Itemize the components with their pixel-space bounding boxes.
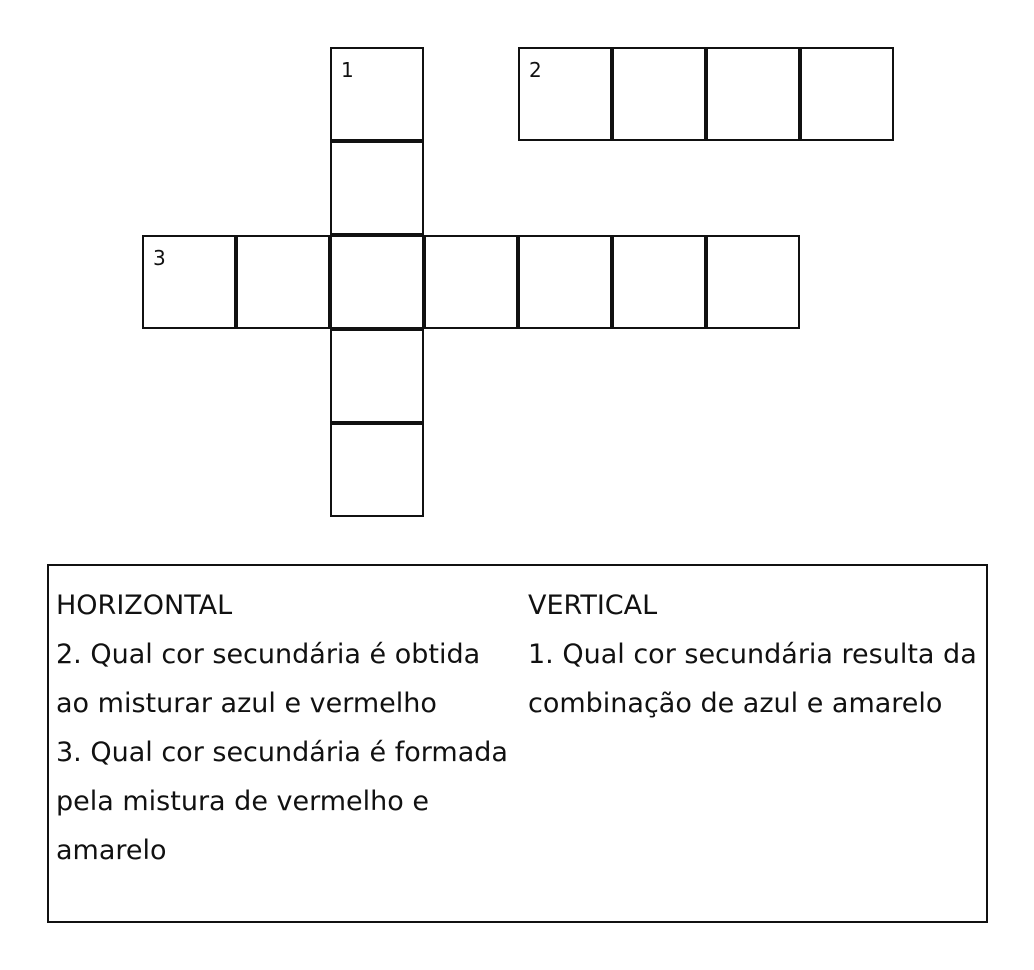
clues-box [47,564,988,923]
vertical-clue-line: 1. Qual cor secundária resulta da [528,639,977,670]
crossword-cell[interactable] [330,235,424,329]
horizontal-clue-line: ao misturar azul e vermelho [56,688,437,719]
clue-number: 3 [153,246,166,270]
vertical-title: VERTICAL [528,590,658,621]
crossword-cell[interactable] [424,235,518,329]
crossword-cell[interactable] [800,47,894,141]
vertical-clue-line: combinação de azul e amarelo [528,688,943,719]
clue-number: 1 [341,58,354,82]
horizontal-clue-line: 3. Qual cor secundária é formada [56,737,508,768]
horizontal-clue-line: 2. Qual cor secundária é obtida [56,639,481,670]
vertical-clues [528,581,983,728]
crossword-cell[interactable] [706,235,800,329]
crossword-cell[interactable] [518,235,612,329]
horizontal-clue-line: pela mistura de vermelho e [56,786,429,817]
crossword-cell[interactable] [330,423,424,517]
crossword-cell[interactable] [330,141,424,235]
crossword-cell[interactable] [142,235,236,329]
crossword-cell[interactable] [612,47,706,141]
horizontal-title: HORIZONTAL [56,590,233,621]
crossword-cell[interactable] [706,47,800,141]
crossword-cell[interactable] [518,47,612,141]
horizontal-clue-line: amarelo [56,835,167,866]
crossword-cell[interactable] [236,235,330,329]
crossword-cell[interactable] [330,329,424,423]
crossword-cell[interactable] [330,47,424,141]
crossword-cell[interactable] [612,235,706,329]
horizontal-clues [56,581,516,875]
clue-number: 2 [529,58,542,82]
